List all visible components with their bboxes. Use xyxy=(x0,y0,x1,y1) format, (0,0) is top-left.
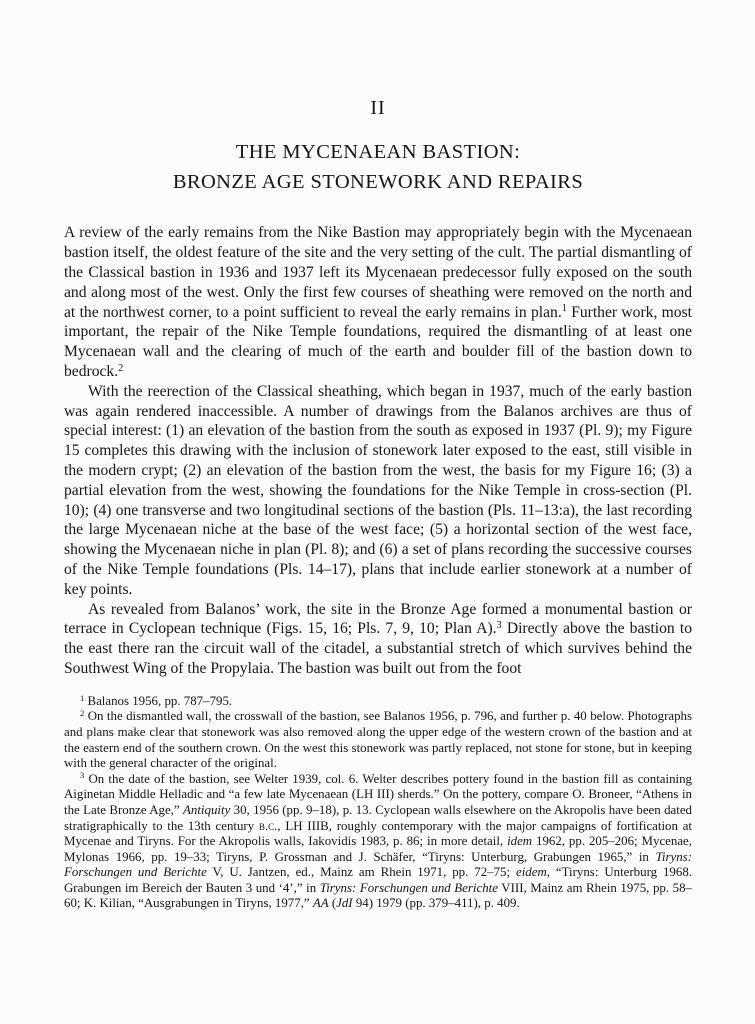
chapter-title-line-1: THE MYCENAEAN BASTION: xyxy=(235,141,521,163)
body-paragraph-3: As revealed from Balanos’ work, the site in the Bronze Age formed a monumental bastion or terrace in Cyclopean technique (Figs. 15, 16; Pls. 7, 9, 10; Plan A).$^3$ Directly above the bastion to the east there ran the circuit wall of the citadel, a substantial stretch of which survives behind the Southwest Wing of the Propylaia. The bastion was built out from the foot xyxy=(64,600,692,677)
chapter-title xyxy=(64,138,692,197)
footnote-3: $^3$ On the date of the bastion, see Welter 1939, col. 6. Welter describes pottery found in the bastion fill as containing Aiginetan Middle Helladic and “a few late Mycenaean (LH III) sherds.” On the pottery, compare O. Broneer, “Athens in the Late Bronze Age,” Antiquity 30, 1956 (pp. 9–18), p. 13. Cyclopean walls elsewhere on the Akropolis have been dated stratigraphically to the 13th century b.c., LH IIIB, roughly contemporary with the major campaigns of fortification at Mycenae and Tiryns. For the Akropolis walls, Iakovidis 1983, p. 86; in more detail, idem 1962, pp. 205–206; Mycenae, Mylonas 1966, pp. 19–33; Tiryns, P. Grossman and J. Schäfer, “Tiryns: Unterburg, Grabungen 1965,” in Tiryns: Forschungen und Berichte V, U. Jantzen, ed., Mainz am Rhein 1971, pp. 72–75; eidem, “Tiryns: Unterburg 1968. Grabungen im Bereich der Bauten 3 und ‘4’,” in Tiryns: Forschungen und Berichte VIII, Mainz am Rhein 1975, pp. 58–60; K. Kilian, “Ausgrabungen in Tiryns, 1977,” AA (JdI 94) 1979 (pp. 379–411), p. 409. xyxy=(64,770,693,911)
footnote-1: $^1$ Balanos 1956, pp. 787–795. xyxy=(80,692,233,708)
chapter-number: II xyxy=(370,97,386,119)
chapter-title-line-2: BRONZE AGE STONEWORK AND REPAIRS xyxy=(172,170,584,193)
footnote-2: $^2$ On the dismantled wall, the crosswall of the bastion, see Balanos 1956, p. 796, and further p. 40 below. Photographs and plans make clear that stonework was also removed along the upper edge of the western crown of the bastion and at the eastern end of the southern crown. On the west this stonework was partly replaced, not stone for stone, but in keeping with the general character of the original. xyxy=(64,708,692,771)
body-text xyxy=(64,223,692,678)
footnotes-section xyxy=(64,694,692,912)
body-paragraph-2: With the reerection of the Classical sheathing, which began in 1937, much of the early bastion was again rendered inaccessible. A number of drawings from the Balanos archives are thus of special interest: (1) an elevation of the bastion from the south as exposed in 1937 (Pl. 9); my Figure 15 completes this drawing with the inclusion of stonework later exposed to the east, still visible in the modern crypt; (2) an elevation of the bastion from the west, the basis for my Figure 16; (3) a partial elevation from the west, showing the foundations for the Nike Temple in cross-section (Pl. 10); (4) one transverse and two longitudinal sections of the bastion (Pls. 11–13:a), the last recording the large Mycenaean niche at the base of the west face; (5) a horizontal section of the west face, showing the Mycenaean niche in plan (Pl. 8); and (6) a set of plans recording the successive courses of the Nike Temple foundations (Pls. 14–17), plans that include earlier stonework at a number of key points. xyxy=(64,382,692,598)
body-paragraph-1: A review of the early remains from the Nike Bastion may appropriately begin with the Mycenaean bastion itself, the oldest feature of the site and the very setting of the cult. The partial dismantling of the Classical bastion in 1936 and 1937 left its Mycenaean predecessor fully exposed on the south and along most of the west. Only the first few courses of sheathing were removed on the north and at the northwest corner, to a point sufficient to reveal the early remains in plan.$^1$ Further work, most important, the repair of the Nike Temple foundations, required the dismantling of at least one Mycenaean wall and the clearing of much of the earth and boulder fill of the bastion down to bedrock.$^2$ xyxy=(64,224,693,381)
